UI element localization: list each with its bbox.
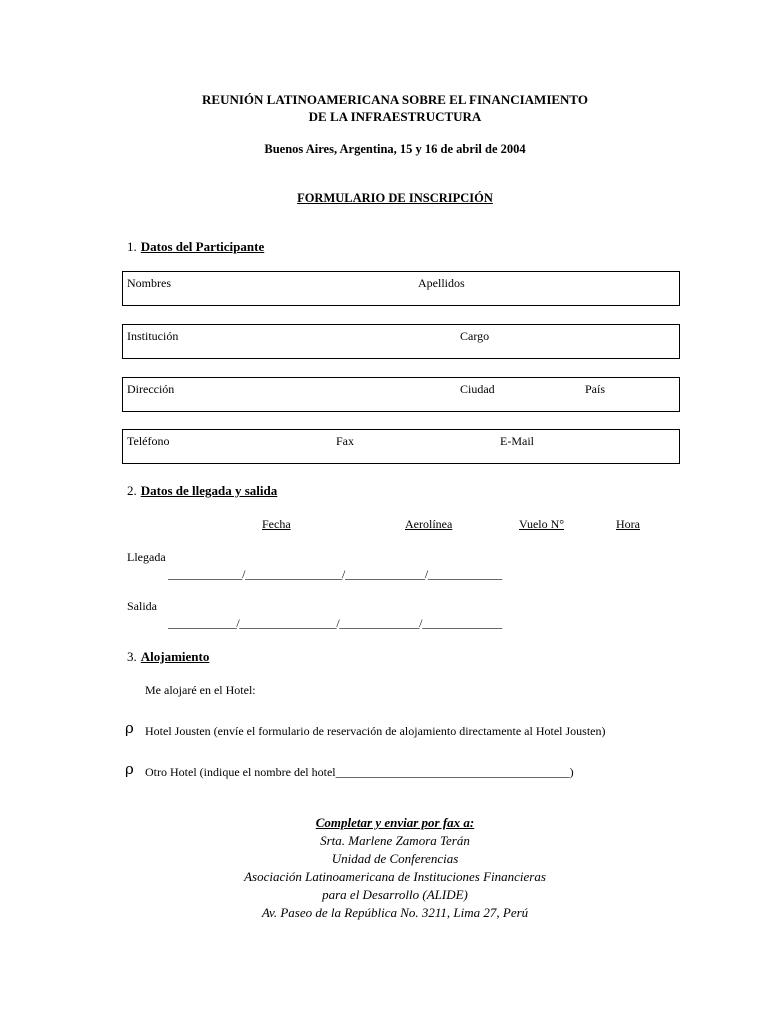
field-label-email: E-Mail <box>500 434 534 448</box>
location-date: Buenos Aires, Argentina, 15 y 16 de abril de 2004 <box>264 142 526 156</box>
document-title-line1: REUNIÓN LATINOAMERICANA SOBRE EL FINANCIAMIENTO <box>202 92 588 107</box>
column-vuelo: Vuelo N° <box>519 517 565 531</box>
footer-line-association: Asociación Latinoamericana de Instituciones Financieras <box>244 869 546 884</box>
arrival-label: Llegada <box>127 550 166 564</box>
footer-line-address: Av. Paseo de la República No. 3211, Lima 27, Perú <box>261 905 529 920</box>
column-hora: Hora <box>616 517 640 531</box>
radio-other-hotel[interactable]: ρ <box>125 760 134 778</box>
footer-block <box>0 814 770 922</box>
column-aerolinea: Aerolínea <box>405 517 453 531</box>
field-label-fax: Fax <box>336 434 354 448</box>
field-label-ciudad: Ciudad <box>460 382 495 396</box>
column-fecha: Fecha <box>262 517 291 531</box>
document-title-line2: DE LA INFRAESTRUCTURA <box>308 109 482 124</box>
section-number: 1. <box>127 239 137 254</box>
footer-line-contact: Srta. Marlene Zamora Terán <box>320 833 470 848</box>
field-label-telefono: Teléfono <box>127 434 170 448</box>
option-hotel-jousten: Hotel Jousten (envíe el formulario de reservación de alojamiento directamente al Hotel Jousten) <box>145 724 606 738</box>
section-title: Alojamiento <box>140 649 210 664</box>
field-label-pais: País <box>585 382 606 396</box>
lodging-intro: Me alojaré en el Hotel: <box>145 683 256 697</box>
section-2-heading <box>127 483 277 499</box>
footer-line-acronym: para el Desarrollo (ALIDE) <box>322 887 468 902</box>
departure-fill-lines[interactable]: ____________/_________________/______________/______________ <box>168 616 503 630</box>
participant-contact-box[interactable] <box>122 429 680 464</box>
form-title: FORMULARIO DE INSCRIPCIÓN <box>297 191 493 205</box>
participant-institution-box[interactable] <box>122 324 680 359</box>
footer-heading: Completar y enviar por fax a: <box>315 815 475 830</box>
section-title: Datos del Participante <box>140 239 265 254</box>
departure-label: Salida <box>127 599 157 613</box>
section-number: 2. <box>127 483 137 498</box>
section-title: Datos de llegada y salida <box>140 483 278 498</box>
section-3-heading <box>127 649 209 665</box>
option-other-hotel: Otro Hotel (indique el nombre del hotel_______________________________________) <box>145 765 574 779</box>
section-number: 3. <box>127 649 137 664</box>
footer-line-unit: Unidad de Conferencias <box>331 851 459 866</box>
field-label-apellidos: Apellidos <box>418 276 465 290</box>
radio-hotel-jousten[interactable]: ρ <box>125 719 134 737</box>
participant-name-box[interactable] <box>122 271 680 306</box>
field-label-cargo: Cargo <box>460 329 490 343</box>
field-label-direccion: Dirección <box>127 382 175 396</box>
section-1-heading <box>127 239 264 255</box>
participant-address-box[interactable] <box>122 377 680 412</box>
field-label-nombres: Nombres <box>127 276 171 290</box>
field-label-institucion: Institución <box>127 329 179 343</box>
arrival-fill-lines[interactable]: _____________/_________________/______________/_____________ <box>168 567 503 581</box>
